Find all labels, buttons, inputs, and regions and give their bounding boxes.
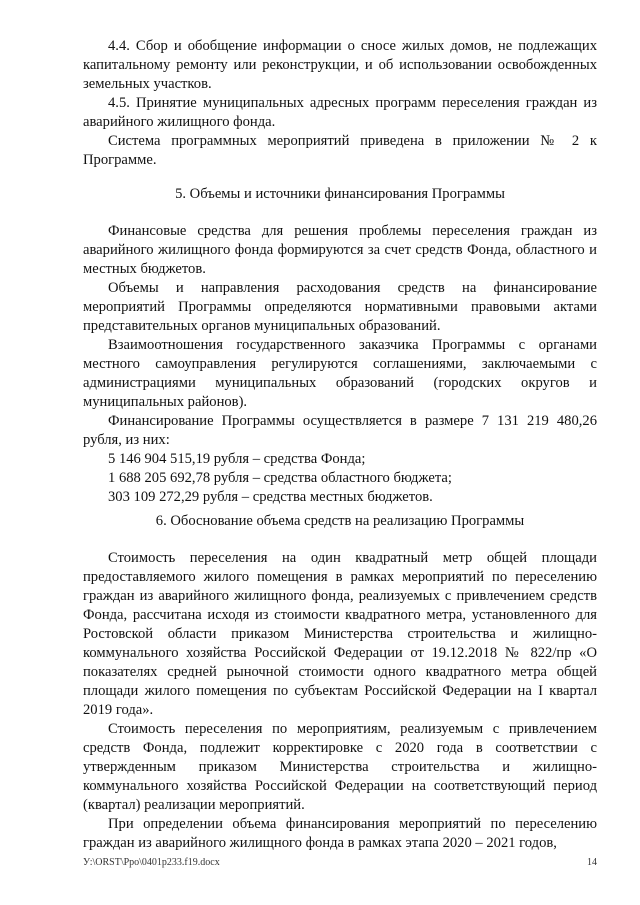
item-4-4: 4.4. Сбор и обобщение информации о сносе жилых домов, не подлежащих капитальному ремонту или реконструкции, и об использовании освобожденных земельных участков.: [83, 38, 597, 92]
amount-fund: 5 146 904 515,19 рубля – средства Фонда;: [108, 451, 366, 467]
amount-local: 303 109 272,29 рубля – средства местных бюджетов.: [108, 489, 433, 505]
item-4-5: 4.5. Принятие муниципальных адресных программ переселения граждан из аварийного жилищного фонда.: [83, 95, 597, 130]
section5-paragraph-4: Финансирование Программы осуществляется в размере 7 131 219 480,26 рубля, из них:: [83, 413, 597, 448]
section5-heading-block: [83, 185, 597, 204]
footer-file-path: У:\ORST\Ppo\0401p233.f19.docx: [83, 857, 220, 868]
section6-heading: 6. Обоснование объема средств на реализацию Программы: [155, 513, 525, 529]
section5-paragraph-3: Взаимоотношения государственного заказчика Программы с органами местного самоуправления регулируются соглашениями, заключаемыми с администрациями муниципальных образований (городских округов и муниципальных районов).: [83, 337, 597, 410]
section6-paragraph-2: Стоимость переселения по мероприятиям, реализуемым с привлечением средств Фонда, подлежит корректировке с 2020 года в соответствии с утвержденным приказом Министерства строительства и жилищно-коммунального хозяйства Российской Федерации на соответствующий период (квартал) реализации мероприятий.: [83, 721, 597, 813]
section5-heading: 5. Объемы и источники финансирования Программы: [175, 186, 505, 202]
section6-body: [83, 549, 597, 853]
section5-paragraph-2: Объемы и направления расходования средств на финансирование мероприятий Программы определяются нормативными правовыми актами представительных органов муниципальных образований.: [83, 280, 597, 334]
section6-heading-block: [83, 512, 597, 531]
page-number: 14: [587, 857, 597, 868]
section5-body: [83, 222, 597, 507]
section6-paragraph-3: При определении объема финансирования мероприятий по переселению граждан из аварийного жилищного фонда в рамках этапа 2020 – 2021 годов,: [83, 816, 597, 851]
system-note: Система программных мероприятий приведена в приложении № 2 к Программе.: [83, 133, 597, 168]
amount-regional: 1 688 205 692,78 рубля – средства областного бюджета;: [108, 470, 452, 486]
section4-tail: [83, 37, 597, 170]
section6-paragraph-1: Стоимость переселения на один квадратный метр общей площади предоставляемого жилого помещения в рамках мероприятий по переселению граждан из аварийного жилищного фонда, реализуемых с привлечением средств Фонда, рассчитана исходя из стоимости квадратного метра, установленного для Ростовской области приказом Министерства строительства и жилищно-коммунального хозяйства Российской Федерации от 19.12.2018 № 822/пр «О показателях средней рыночной стоимости одного квадратного метра общей площади жилого помещения по субъектам Российской Федерации на I квартал 2019 года».: [83, 550, 597, 718]
section5-paragraph-1: Финансовые средства для решения проблемы переселения граждан из аварийного жилищного фонда формируются за счет средств Фонда, областного и местных бюджетов.: [83, 223, 597, 277]
